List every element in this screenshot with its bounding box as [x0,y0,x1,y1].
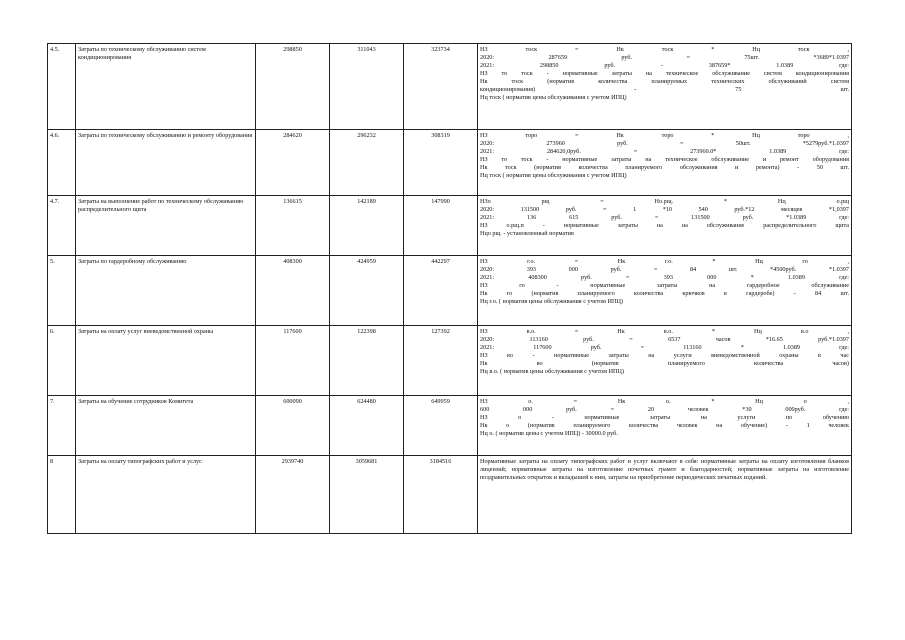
description-line: Нц тоск ( норматив цены обслуживания с учетом ИПЦ) [480,93,627,101]
description-line: НЗ тоск = Нк тоск * Нц тоск , [480,46,849,53]
description-line: НЗо рщ = Но.рщ. * Нц о.рщ [480,198,849,205]
description-line: 2021: 298850 руб. - 387659* 1.0389 где: [480,61,849,69]
table-row [48,396,852,456]
table-row [48,44,852,130]
value-2020: 136615 [256,196,330,256]
row-number: 8 [48,456,76,534]
description-line: НЗ в.о. = Нк в.о. * Нц в.о , [480,328,849,335]
row-number: 4.7. [48,196,76,256]
description-text: Нормативные затраты на оплату типографских работ и услуг включают в себя: нормативные затраты на оплату изготовления бланков лицензий; нормативные затраты на изготовление почетных грамот и благодарностей; нормативные затраты на изготовление поздравительных открыток и вкладышей к ним, затраты на приобретение периодических печатных изданий. [480,458,849,481]
description-line: Нц о. ( норматив цены с учетом ИПЦ) - 30000.0 руб. [480,429,618,437]
description-line: 600 000 руб. = 20 человек *30 000руб. где: [480,405,849,413]
value-2022: 308319 [404,130,478,196]
value-2020: 408300 [256,256,330,326]
value-2021: 122398 [330,326,404,396]
description-line: НЗ о. = Нк о. * Нц о , [480,398,849,405]
value-2021: 296232 [330,130,404,196]
value-2021: 311043 [330,44,404,130]
description-line: НЗ г.о. = Нк г.о. * Нц го , [480,258,849,265]
description-line: НЗ о.рщ.п - нормативные затраты на на обслуживание распределительного щита [480,221,849,229]
row-description [478,256,852,326]
value-2020: 2939740 [256,456,330,534]
description-line: Нц в.о. ( норматив цены обслуживания с учетом ИПЦ) [480,367,625,375]
description-line: 2021: 136 615 руб. = 131500 руб. *1.0389 где: [480,213,849,221]
description-line: Нк о (норматив планируемого количества человек на обучение) - 1 человек [480,421,849,429]
value-2022: 442297 [404,256,478,326]
expense-table [47,43,852,534]
description-line: 2021: 284620,0руб. = 273960.0* 1.0389 где: [480,147,849,155]
description-line: Нц г.о. ( норматив цены обслуживания с учетом ИПЦ) [480,297,623,305]
table-row [48,456,852,534]
description-line: Нц тоск ( норматив цены обслуживания с учетом ИПЦ) [480,171,627,179]
value-2021: 424959 [330,256,404,326]
row-number: 5. [48,256,76,326]
value-2021: 3059681 [330,456,404,534]
description-line: кондиционирования) - 75 шт. [480,85,849,93]
row-name: Затраты по техническому обслуживанию систем кондиционирования [76,44,256,130]
value-2021: 142189 [330,196,404,256]
value-2020: 117600 [256,326,330,396]
value-2022: 3184516 [404,456,478,534]
table-row [48,196,852,256]
description-line: Нк тоск (норматив количества планируемых технических обслуживаний систем [480,77,849,85]
row-description [478,196,852,256]
row-number: 6. [48,326,76,396]
row-number: 4.6. [48,130,76,196]
row-description [478,456,852,534]
description-line: 2021: 117600 руб. = 113160 * 1.0389 где: [480,343,849,351]
description-line: НЗ во - нормативные затраты на услуги вневедомственной охраны в час [480,351,849,359]
description-line: Нк во (норматив планируемого количества часов) [480,359,849,367]
value-2020: 600090 [256,396,330,456]
value-2020: 284620 [256,130,330,196]
description-line: НЗ го - нормативные затраты на гардеробное обслуживание [480,281,849,289]
description-line: НЗ о - нормативные затраты на услуги по обучению [480,413,849,421]
row-description [478,396,852,456]
description-line: Нцо рщ. - установленный норматив [480,229,574,237]
description-line: НЗ то тоск - нормативные затраты на техническое обслуживание систем кондиционирования [480,69,849,77]
description-line: 2020: 393 000 руб. = 84 шт. *4500руб. *1.0397 [480,265,849,273]
row-description [478,130,852,196]
row-number: 4.5. [48,44,76,130]
description-line: 2020: 287659 руб. = 75шт. *3689*1.0397 [480,53,849,61]
row-name: Затраты на оплату типографских работ и услуг. [76,456,256,534]
value-2022: 649959 [404,396,478,456]
value-2022: 147990 [404,196,478,256]
row-name: Затраты по техническому обслуживанию и ремонту оборудования [76,130,256,196]
description-line: Нк тоск (норматив количества планируемого обслуживания и ремонта) - 50 шт. [480,163,849,171]
description-line: 2020: 273960 руб. = 50шт. *5279руб.*1.0397 [480,139,849,147]
row-number: 7. [48,396,76,456]
description-line: НЗ торо = Нк торо * Нц торо , [480,132,849,139]
table-row [48,326,852,396]
row-name: Затраты на оплату услуг вневедомственной охраны [76,326,256,396]
value-2021: 624480 [330,396,404,456]
value-2022: 127392 [404,326,478,396]
description-line: 2021: 408300 руб. = 393 000 * 1.0389 где: [480,273,849,281]
description-line: Нк го (норматив планируемого количества крючков в гардеробе) - 84 шт. [480,289,849,297]
row-name: Затраты на выполнение работ по техническому обслуживанию распределительного щита [76,196,256,256]
description-line: 2020: 131500 руб. = 1 *10 540 руб.*12 месяцев *1,0397 [480,205,849,213]
row-description [478,44,852,130]
row-name: Затраты на обучение сотрудников Комитета [76,396,256,456]
table-row [48,256,852,326]
value-2022: 323734 [404,44,478,130]
row-description [478,326,852,396]
description-line: НЗ то тоск - нормативные затраты на техническое обслуживание и ремонт оборудования [480,155,849,163]
description-line: 2020: 113160 руб. = 6537 часов *16.65 руб.*1.0397 [480,335,849,343]
row-name: Затраты по гардеробному обслуживанию [76,256,256,326]
table-row [48,130,852,196]
value-2020: 298850 [256,44,330,130]
